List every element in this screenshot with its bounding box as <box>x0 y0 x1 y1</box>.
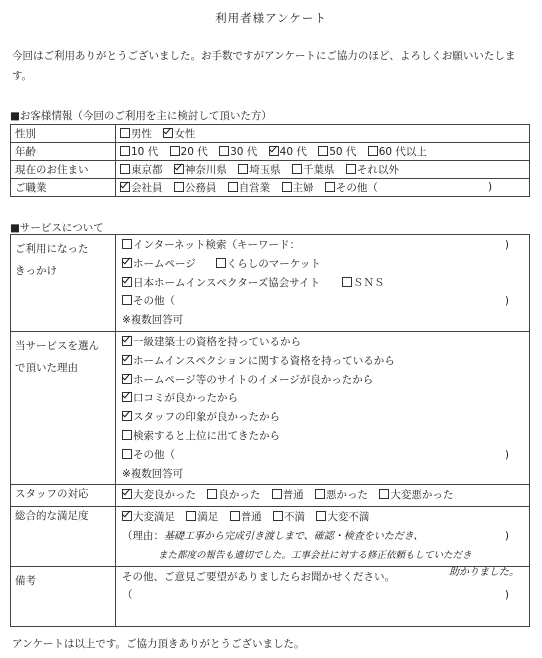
option-label: それ以外 <box>356 164 399 176</box>
checkbox-reason-website-image[interactable] <box>122 374 132 384</box>
satisfaction-label: 総合的な満足度 <box>11 507 116 566</box>
gender-row <box>11 125 530 143</box>
option-label: 公務員 <box>184 182 217 194</box>
gender-options <box>116 125 530 143</box>
customer-info-table <box>10 124 530 197</box>
remarks-label: 備考 <box>11 566 116 626</box>
handwritten-reason-line1[interactable]: 基礎工事から完成引き渡しまで、確認・検査をいただき、 <box>164 530 424 542</box>
reason-prefix: （理由： <box>122 529 164 542</box>
service-table <box>10 234 530 627</box>
option-label: 検索すると上位に出てきたから <box>133 429 280 442</box>
option-label: 30 代 <box>230 146 258 158</box>
option-label: 大変悪かった <box>390 489 454 502</box>
checkbox-homemaker[interactable] <box>282 182 292 192</box>
checkbox-female[interactable] <box>163 128 173 138</box>
checkbox-saitama[interactable] <box>238 164 248 174</box>
age-row <box>11 143 530 161</box>
option-label: くらしのマーケット <box>226 257 321 270</box>
option-label: ホームインスペクションに関する資格を持っているから <box>133 354 395 367</box>
checkbox-staff-good[interactable] <box>207 489 217 499</box>
close-paren: ) <box>504 239 509 251</box>
option-label: ホームページ <box>133 257 196 270</box>
option-label: 大変不満 <box>327 511 370 524</box>
multi-answer-note: ※複数回答可 <box>122 314 184 327</box>
checkbox-reason-search-rank[interactable] <box>122 430 132 440</box>
reason-label-line2: で頂いた理由 <box>15 361 78 374</box>
option-label: インターネット検索（キーワード： <box>133 239 301 251</box>
option-label: 10 代 <box>131 146 159 158</box>
intro-text: 今回はご利用ありがとうございました。お手数ですがアンケートにご協力のほど、よろしくお願いいたします。 <box>12 50 516 82</box>
checkbox-staff-very-good[interactable] <box>122 489 132 499</box>
option-label: 普通 <box>240 511 262 524</box>
reason-row <box>11 331 530 484</box>
checkbox-tokyo[interactable] <box>120 164 130 174</box>
checkbox-kanagawa[interactable] <box>174 164 184 174</box>
option-label: 千葉県 <box>303 164 335 176</box>
reason-label-line1: 当サービスを選ん <box>15 339 99 352</box>
checkbox-age-40s[interactable] <box>269 146 279 156</box>
occupation-close-paren: ) <box>488 181 493 193</box>
checkbox-staff-very-bad[interactable] <box>379 489 389 499</box>
option-label: 40 代 <box>279 146 307 158</box>
multi-answer-note: ※複数回答可 <box>122 467 184 480</box>
trigger-options <box>116 235 530 332</box>
checkbox-satisfied[interactable] <box>186 511 196 521</box>
checkbox-chiba[interactable] <box>292 164 302 174</box>
option-label: 悪かった <box>326 489 369 502</box>
close-paren: ) <box>504 448 509 461</box>
staff-row <box>11 485 530 507</box>
age-options <box>116 143 530 161</box>
option-label: その他（ <box>335 182 378 194</box>
checkbox-reason-reviews[interactable] <box>122 392 132 402</box>
checkbox-age-50s[interactable] <box>318 146 328 156</box>
close-paren: ) <box>504 295 509 308</box>
checkbox-very-dissatisfied[interactable] <box>316 511 326 521</box>
option-label: 20 代 <box>180 146 208 158</box>
option-label: ＳＮＳ <box>353 276 385 289</box>
option-label: 埼玉県 <box>249 164 281 176</box>
checkbox-reason-architect[interactable] <box>122 336 132 346</box>
checkbox-reason-inspection-license[interactable] <box>122 355 132 365</box>
checkbox-age-60plus[interactable] <box>368 146 378 156</box>
option-label: 不満 <box>284 511 306 524</box>
checkbox-other-occupation[interactable] <box>325 182 335 192</box>
satisfaction-row <box>11 507 530 566</box>
age-label: 年齢 <box>11 143 116 161</box>
checkbox-neutral[interactable] <box>230 511 240 521</box>
option-label: その他（ <box>133 295 175 308</box>
handwritten-reason-line2[interactable]: また都度の報告も適切でした。工事会社に対する修正依頼もしていただき <box>158 549 472 561</box>
checkbox-other-region[interactable] <box>346 164 356 174</box>
occupation-options <box>116 179 530 197</box>
checkbox-internet-search[interactable] <box>122 239 132 249</box>
checkbox-sns[interactable] <box>342 277 352 287</box>
page-title: 利用者様アンケート <box>215 11 327 25</box>
reason-options <box>116 331 530 484</box>
checkbox-association-site[interactable] <box>122 277 132 287</box>
option-label: 良かった <box>218 489 261 502</box>
gender-label: 性別 <box>11 125 116 143</box>
remarks-row <box>11 566 530 626</box>
staff-label: スタッフの対応 <box>11 485 116 507</box>
checkbox-very-satisfied[interactable] <box>122 511 132 521</box>
checkbox-age-10s[interactable] <box>120 146 130 156</box>
option-label: 60 代以上 <box>378 146 427 158</box>
checkbox-other-trigger[interactable] <box>122 295 132 305</box>
option-label: その他（ <box>133 448 175 461</box>
trigger-label-line2: きっかけ <box>15 265 57 277</box>
option-label: スタッフの印象が良かったから <box>133 411 280 424</box>
handwritten-remarks[interactable]: 助かりました。 <box>449 566 519 578</box>
option-label: 神奈川県 <box>184 164 227 176</box>
option-label: ホームページ等のサイトのイメージが良かったから <box>133 373 374 386</box>
checkbox-reason-staff[interactable] <box>122 411 132 421</box>
checkbox-staff-bad[interactable] <box>315 489 325 499</box>
checkbox-age-30s[interactable] <box>219 146 229 156</box>
remarks-prompt: その他、ご意見ご要望がありましたらお聞かせください。 <box>122 570 395 583</box>
option-label: 大変良かった <box>133 489 196 502</box>
option-label: 自営業 <box>238 182 271 194</box>
reason-label <box>11 331 116 484</box>
checkbox-kurashi-market[interactable] <box>216 258 226 268</box>
trigger-row <box>11 235 530 332</box>
close-paren: ) <box>504 589 509 602</box>
occupation-row <box>11 179 530 197</box>
checkbox-reason-other[interactable] <box>122 449 132 459</box>
remarks-field <box>116 566 530 626</box>
trigger-label <box>11 235 116 332</box>
checkbox-self-employed[interactable] <box>228 182 238 192</box>
option-label: 満足 <box>197 511 219 524</box>
option-label: 主婦 <box>292 182 314 194</box>
option-label: 口コミが良かったから <box>133 392 238 405</box>
option-label: 女性 <box>174 128 196 140</box>
residence-label: 現在のお住まい <box>11 161 116 179</box>
residence-row <box>11 161 530 179</box>
option-label: 50 代 <box>329 146 357 158</box>
checkbox-civil-servant[interactable] <box>174 182 184 192</box>
option-label: 会社員 <box>131 182 163 194</box>
checkbox-staff-average[interactable] <box>272 489 282 499</box>
option-label: 男性 <box>131 128 152 140</box>
closing-text: アンケートは以上です。ご協力頂きありがとうございました。 <box>12 638 305 650</box>
option-label: 一級建築士の資格を持っているから <box>133 335 301 348</box>
option-label: 日本ホームインスペクターズ協会サイト <box>133 276 321 289</box>
occupation-label: ご職業 <box>11 179 116 197</box>
staff-options <box>116 485 530 507</box>
checkbox-male[interactable] <box>120 128 130 138</box>
service-section-heading: ■サービスについて <box>10 222 104 234</box>
open-paren: （ <box>122 589 133 602</box>
checkbox-dissatisfied[interactable] <box>273 511 283 521</box>
trigger-label-line1: ご利用になった <box>15 243 89 255</box>
satisfaction-options <box>116 507 530 566</box>
checkbox-company-employee[interactable] <box>120 182 130 192</box>
option-label: 大変満足 <box>133 511 175 524</box>
option-label: 東京都 <box>131 164 163 176</box>
checkbox-homepage[interactable] <box>122 258 132 268</box>
residence-options <box>116 161 530 179</box>
checkbox-age-20s[interactable] <box>170 146 180 156</box>
option-label: 普通 <box>282 489 304 502</box>
customer-section-heading: ■お客様情報（今回のご利用を主に検討して頂いた方） <box>10 110 272 122</box>
close-paren: ) <box>504 529 509 542</box>
